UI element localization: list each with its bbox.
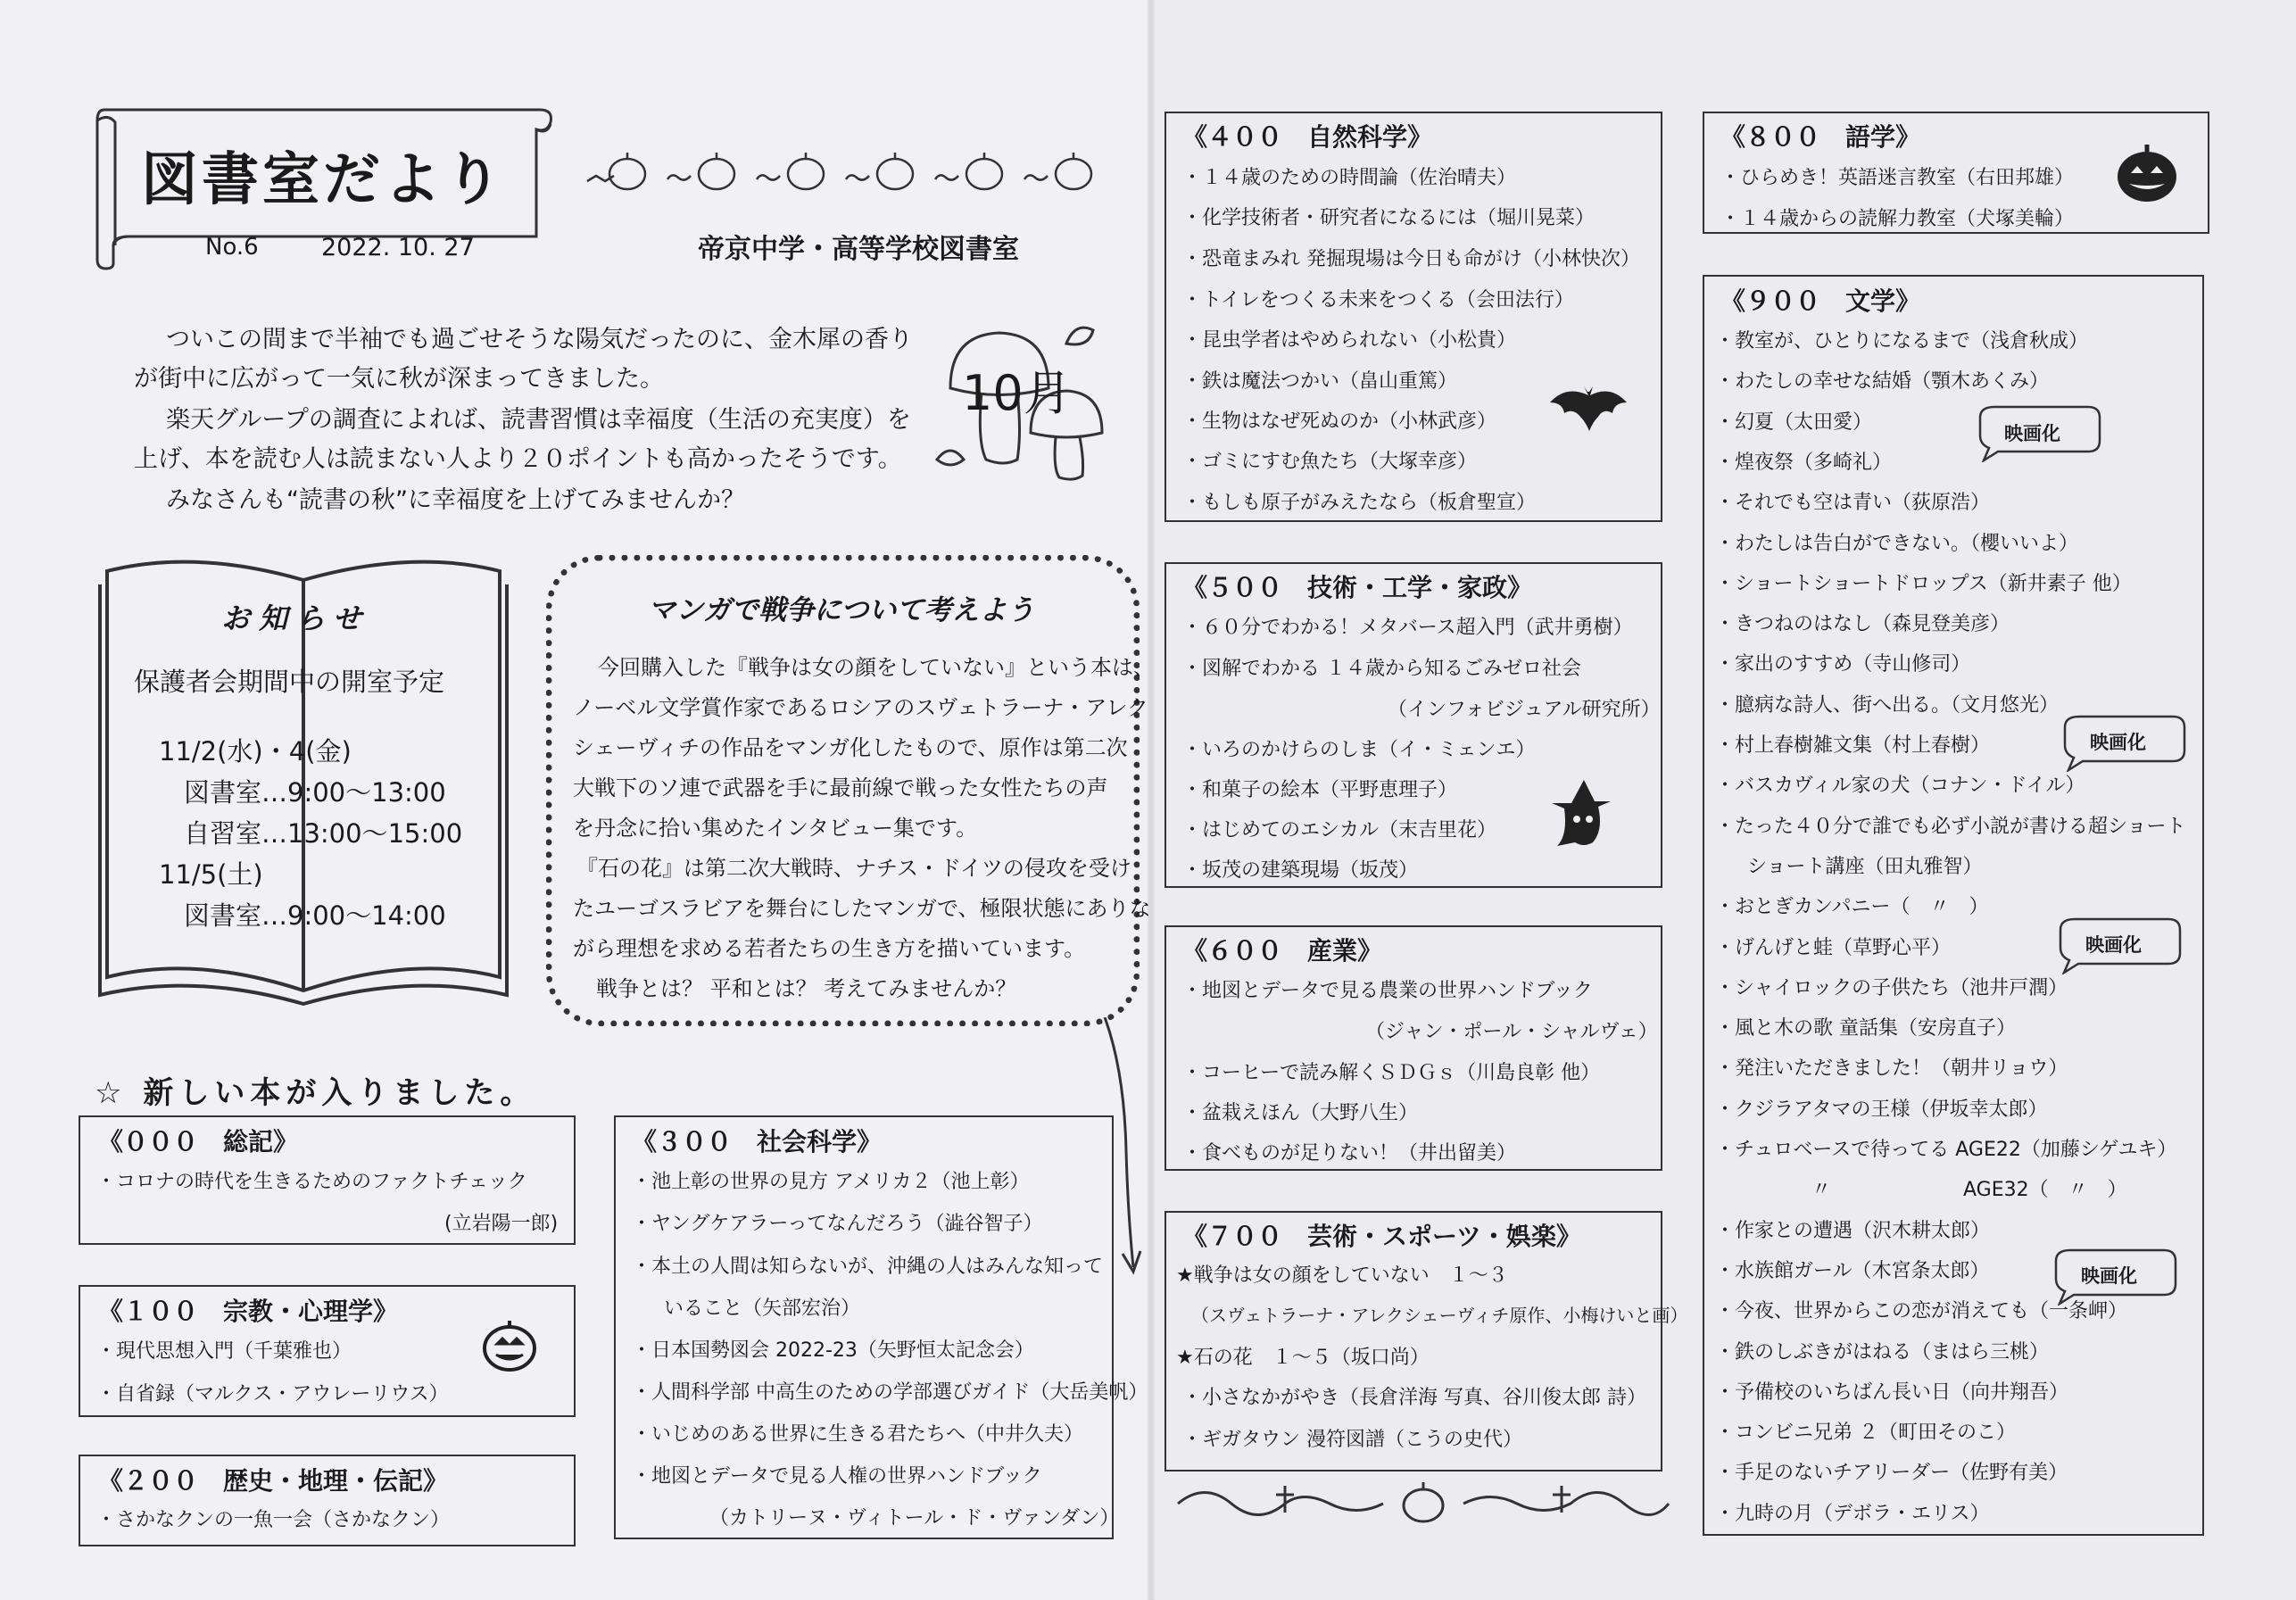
book-item: ・昆虫学者はやめられない（小松貴） bbox=[1182, 329, 1517, 352]
book-item: ・恐竜まみれ 発掘現場は今日も命がけ（小林快次） bbox=[1182, 248, 1640, 270]
manga-line: 大戦下のソ連で武器を手に最前線で戦った女性たちの声 bbox=[573, 775, 1108, 800]
book-item: ・１４歳のための時間論（佐治晴夫） bbox=[1182, 167, 1517, 189]
book-item: ・たった４０分で誰でも必ず小説が書ける超ショート bbox=[1715, 815, 2186, 838]
book-item: ・シャイロックの子供たち（池井戸潤） bbox=[1715, 976, 2068, 999]
section-900-title: 《９００ 文学》 bbox=[1720, 286, 1921, 316]
book-item: ・おとぎカンパニー（ 〃 ） bbox=[1715, 896, 1989, 919]
pumpkin-icon bbox=[482, 1319, 537, 1372]
book-item: 〃 bbox=[1811, 1179, 1832, 1202]
book-item: ・今夜、世界からこの恋が消えても（一条岬） bbox=[1715, 1300, 2128, 1323]
pumpkin-garland-icon bbox=[578, 147, 1131, 201]
book-item: ・日本国勢図会 2022-23（矢野恒太記念会） bbox=[632, 1339, 1034, 1362]
book-item: ★石の花 １～５（坂口尚） bbox=[1176, 1347, 1430, 1369]
book-item: ・幻夏（太田愛） bbox=[1715, 410, 1873, 434]
newsletter-title: 図書室だより bbox=[141, 147, 505, 213]
book-item: ・げんげと蛙（草野心平） bbox=[1715, 936, 1952, 959]
book-item: ・坂茂の建築現場（坂茂） bbox=[1182, 859, 1419, 882]
manga-line: 『石の花』は第二次大戦時、ナチス・ドイツの侵攻を受け bbox=[576, 856, 1131, 881]
book-item: ・ギガタウン 漫符図譜（こうの史代） bbox=[1182, 1429, 1522, 1451]
section-400-title: 《４００ 自然科学》 bbox=[1182, 122, 1433, 152]
book-item: ・６０分でわかる！メタバース超入門（武井勇樹） bbox=[1182, 617, 1633, 639]
section-100-title: 《１００ 宗教・心理学》 bbox=[98, 1297, 399, 1326]
manga-line: を丹念に拾い集めたインタビュー集です。 bbox=[573, 816, 978, 841]
manga-line: 今回購入した『戦争は女の顔をしていない』という本は、 bbox=[598, 655, 1155, 680]
intro-line: ついこの間まで半袖でも過ごせそうな陽気だったのに、金木犀の香り bbox=[166, 326, 913, 353]
book-item: ・小さなかがやき（長倉洋海 写真、谷川俊太郎 詩） bbox=[1182, 1387, 1646, 1409]
book-item: ・図解でわかる １４歳から知るごみゼロ社会 bbox=[1182, 658, 1581, 680]
book-item: ・ゴミにすむ魚たち（大塚幸彦） bbox=[1182, 451, 1478, 473]
movie-adaptation-badge: 映画化 bbox=[2090, 732, 2146, 753]
book-item: ・煌夜祭（多崎礼） bbox=[1715, 451, 1893, 474]
book-item: ・いろのかけらのしま（イ・ミェンエ） bbox=[1182, 739, 1536, 761]
book-item: ・わたしは告白ができない。（櫻いいよ） bbox=[1715, 532, 2079, 555]
book-item: ・現代思想入門（千葉雅也） bbox=[96, 1340, 352, 1363]
book-item: AGE32（ 〃 ） bbox=[1963, 1179, 2127, 1202]
book-author: （インフォビジュアル研究所） bbox=[1388, 699, 1661, 721]
book-item: ・地図とデータで見る人権の世界ハンドブック bbox=[632, 1465, 1042, 1488]
book-item: ・チュロベースで待ってる AGE22（加藤シゲユキ） bbox=[1715, 1139, 2177, 1161]
intro-line: が街中に広がって一気に秋が深まってきました。 bbox=[134, 365, 664, 393]
book-item: ・九時の月（デボラ・エリス） bbox=[1715, 1502, 1990, 1525]
book-item: ・和菓子の絵本（平野恵理子） bbox=[1182, 779, 1458, 801]
book-item: ・鉄のしぶきがはねる（まはら三桃） bbox=[1715, 1340, 2050, 1364]
book-item: ・コンビニ兄弟 ２（町田そのこ） bbox=[1715, 1422, 2016, 1445]
book-item: ・人間科学部 中高生のための学部選びガイド（大岳美帆） bbox=[632, 1381, 1148, 1404]
notice-line: 図書室…9:00～14:00 bbox=[184, 900, 446, 931]
month-badge: 10月 bbox=[962, 365, 1072, 421]
book-item: ・臆病な詩人、街へ出る。（文月悠光） bbox=[1715, 693, 2060, 717]
book-item: ・池上彰の世界の見方 アメリカ２（池上彰） bbox=[632, 1171, 1030, 1193]
book-item: ★戦争は女の顔をしていない １～３ bbox=[1176, 1264, 1508, 1287]
book-item: ・本土の人間は知らないが、沖縄の人はみんな知って bbox=[632, 1256, 1104, 1278]
school-name: 帝京中学・高等学校図書室 bbox=[698, 234, 1019, 265]
page-fold bbox=[1148, 0, 1155, 1600]
movie-adaptation-badge: 映画化 bbox=[2081, 1265, 2137, 1287]
section-000-title: 《０００ 総記》 bbox=[98, 1127, 299, 1156]
book-item: ・自省録（マルクス・アウレーリウス） bbox=[96, 1383, 449, 1405]
book-item: ・はじめてのエシカル（末吉里花） bbox=[1182, 819, 1497, 841]
new-books-heading: ☆ 新しい本が入りました。 bbox=[95, 1075, 536, 1111]
book-item: ・教室が、ひとりになるまで（浅倉秋成） bbox=[1715, 330, 2089, 352]
vine-border-icon bbox=[1169, 1477, 1678, 1530]
manga-line: 戦争とは？ 平和とは？ 考えてみませんか？ bbox=[596, 976, 1017, 1001]
notice-title: お知らせ bbox=[221, 601, 371, 635]
notice-line: 11/5(土) bbox=[159, 859, 263, 890]
witch-ghost-icon bbox=[1548, 776, 1618, 848]
book-author: (立岩陽一郎) bbox=[444, 1213, 559, 1235]
book-item: ・生物はなぜ死ぬのか（小林武彦） bbox=[1182, 410, 1497, 433]
section-600-title: 《６００ 産業》 bbox=[1182, 936, 1383, 966]
book-item: ・手足のないチアリーダー（佐野有美） bbox=[1715, 1462, 2068, 1485]
book-item: ・作家との遭遇（沢木耕太郎） bbox=[1715, 1219, 1991, 1242]
book-item: ・クジラアタマの王様（伊坂幸太郎） bbox=[1715, 1098, 2048, 1121]
intro-line: 楽天グループの調査によれば、読書習慣は幸福度（生活の充実度）を bbox=[166, 406, 911, 434]
notice-line: 図書室…9:00～13:00 bbox=[184, 777, 446, 808]
book-item: ・さかなクンの一魚一会（さかなクン） bbox=[96, 1509, 451, 1531]
manga-line: たユーゴスラビアを舞台にしたマンガで、極限状態にありな bbox=[573, 896, 1151, 921]
movie-adaptation-badge: 映画化 bbox=[2085, 934, 2142, 956]
book-item: ・ひらめき！英語迷言教室（右田邦雄） bbox=[1720, 167, 2075, 189]
book-item: ・わたしの幸せな結婚（顎木あくみ） bbox=[1715, 370, 2050, 394]
movie-adaptation-badge: 映画化 bbox=[2004, 423, 2060, 444]
section-700-title: 《７００ 芸術・スポーツ・娯楽》 bbox=[1182, 1222, 1581, 1251]
bat-icon bbox=[1548, 377, 1629, 442]
notice-subtitle: 保護者会期間中の開室予定 bbox=[134, 667, 445, 697]
book-item: ・化学技術者・研究者になるには（堀川晃菜） bbox=[1182, 207, 1596, 229]
book-item: ・トイレをつくる未来をつくる（会田法行） bbox=[1182, 289, 1574, 311]
section-200-title: 《２００ 歴史・地理・伝記》 bbox=[98, 1466, 449, 1496]
book-item: ・もしも原子がみえたなら（板倉聖宣） bbox=[1182, 492, 1537, 514]
book-item: ・コロナの時代を生きるためのファクトチェック bbox=[96, 1171, 527, 1193]
intro-line: 上げ、本を読む人は読まない人より２０ポイントも高かったそうです。 bbox=[134, 445, 902, 473]
book-item: ・コーヒーで読み解くＳＤＧｓ（川島良彰 他） bbox=[1182, 1062, 1601, 1084]
book-item: ・いじめのある世界に生きる君たちへ（中井久夫） bbox=[632, 1423, 1084, 1446]
book-item: ショート講座（田丸雅智） bbox=[1747, 855, 1983, 878]
book-item: ・発注いただきました！（朝井リョウ） bbox=[1715, 1057, 2068, 1081]
book-item: ・きつねのはなし（森見登美彦） bbox=[1715, 613, 2010, 636]
manga-title: マンガで戦争について考えよう bbox=[648, 594, 1035, 626]
manga-line: シェーヴィチの作品をマンガ化したもので、原作は第二次 bbox=[573, 735, 1128, 760]
issue-date: 2022. 10. 27 bbox=[321, 234, 475, 261]
book-item: ・鉄は魔法つかい（畠山重篤） bbox=[1182, 370, 1458, 393]
book-item-cont: いること（矢部宏治） bbox=[664, 1297, 861, 1320]
book-item: ・地図とデータで見る農業の世界ハンドブック bbox=[1182, 980, 1593, 1002]
pumpkin-icon bbox=[2115, 145, 2179, 203]
book-item: ・ヤングケアラーってなんだろう（澁谷智子） bbox=[632, 1213, 1043, 1235]
book-author: （ジャン・ポール・シャルヴェ） bbox=[1365, 1021, 1658, 1043]
book-author: （カトリーヌ・ヴィトール・ド・ヴァンダン） bbox=[709, 1507, 1120, 1530]
book-item: ・家出のすすめ（寺山修司） bbox=[1715, 653, 1971, 676]
section-500-title: 《５００ 技術・工学・家政》 bbox=[1182, 573, 1533, 602]
section-800-title: 《８００ 語学》 bbox=[1720, 122, 1921, 152]
book-item: ・ショートショートドロップス（新井素子 他） bbox=[1715, 572, 2132, 595]
book-author: （スヴェトラーナ・アレクシェーヴィチ原作、小梅けいと画） bbox=[1191, 1305, 1688, 1326]
section-300-title: 《３００ 社会科学》 bbox=[632, 1127, 883, 1156]
book-item: ・水族館ガール（木宮条太郎） bbox=[1715, 1259, 1990, 1282]
book-item: ・食べものが足りない！（井出留美） bbox=[1182, 1142, 1517, 1165]
book-item: ・バスカヴィル家の犬（コナン・ドイル） bbox=[1715, 775, 2085, 798]
manga-line: がら理想を求める若者たちの生き方を描いています。 bbox=[573, 936, 1086, 961]
manga-line: ノーベル文学賞作家であるロシアのスヴェトラーナ・アレク bbox=[573, 695, 1148, 720]
book-item: ・１４歳からの読解力教室（犬塚美輪） bbox=[1720, 208, 2075, 230]
notice-line: 11/2(水)・4(金) bbox=[159, 736, 352, 767]
book-item: ・予備校のいちばん長い日（向井翔吾） bbox=[1715, 1380, 2069, 1404]
book-item: ・風と木の歌 童話集（安房直子） bbox=[1715, 1017, 2016, 1040]
book-item: ・それでも空は青い（荻原浩） bbox=[1715, 492, 1991, 515]
issue-number: No.6 bbox=[205, 234, 259, 261]
notice-line: 自習室…13:00～15:00 bbox=[184, 818, 463, 849]
book-item: ・村上春樹雑文集（村上春樹） bbox=[1715, 734, 1991, 757]
book-item: ・盆栽えほん（大野八生） bbox=[1182, 1102, 1419, 1124]
intro-line: みなさんも“読書の秋”に幸福度を上げてみませんか？ bbox=[166, 486, 745, 514]
